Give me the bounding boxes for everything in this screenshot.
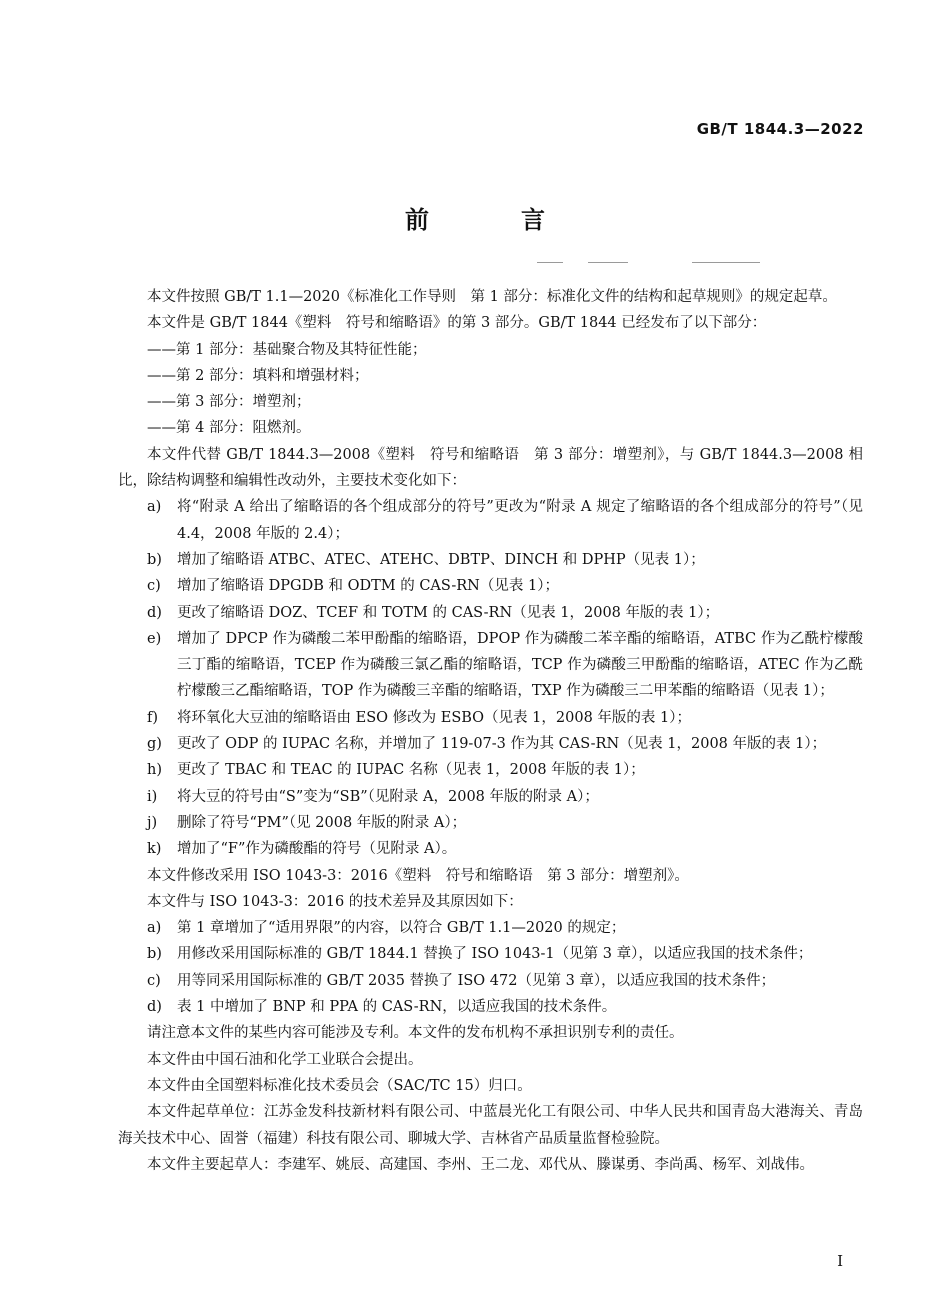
list-item-change (118, 494, 863, 547)
list-marker: f) (147, 709, 159, 726)
list-text: 将环氧化大豆油的缩略语由 ESO 修改为 ESBO（见表 1，2008 年版的表 1）； (177, 709, 691, 726)
list-text: 更改了缩略语 DOZ、TCEF 和 TOTM 的 CAS-RN（见表 1，2008 年版的表 1）； (177, 604, 720, 621)
list-marker: k) (147, 841, 162, 858)
list-item-part: ——第 2 部分：填料和增强材料； (147, 367, 369, 384)
list-text: 增加了 DPCP 作为磷酸二苯甲酚酯的缩略语，DPOP 作为磷酸二苯辛酯的缩略语，ATBC 作为乙酰柠檬酸三丁酯的缩略语，TCEP 作为磷酸三氯乙酯的缩略语，TCP 作为磷酸三甲酚酯的缩略语，ATEC 作为乙酰柠檬酸三乙酯缩略语，TOP 作为磷酸三辛酯的缩略语，TXP 作为磷酸三二甲苯酯的缩略语（见表 1）； (177, 630, 863, 700)
paragraph-differences-intro: 本文件与 ISO 1043-3：2016 的技术差异及其原因如下： (147, 893, 523, 910)
paragraph-proposer: 本文件由中国石油和化学工业联合会提出。 (147, 1051, 423, 1068)
list-item-change (118, 810, 863, 836)
list-marker: h) (147, 762, 162, 779)
list-item-change (118, 573, 863, 599)
list-marker: d) (147, 999, 162, 1016)
scan-artifact-line (537, 262, 563, 263)
paragraph-committee: 本文件由全国塑料标准化技术委员会（SAC/TC 15）归口。 (147, 1077, 532, 1094)
list-marker: a) (147, 499, 162, 516)
list-marker: a) (147, 920, 162, 937)
list-item-difference (118, 941, 863, 967)
list-marker: j) (147, 814, 158, 831)
list-text: 表 1 中增加了 BNP 和 PPA 的 CAS-RN，以适应我国的技术条件。 (177, 999, 617, 1016)
list-item-part: ——第 3 部分：增塑剂； (147, 394, 311, 411)
list-marker: b) (147, 946, 162, 963)
list-text: 将“附录 A 给出了缩略语的各个组成部分的符号”更改为“附录 A 规定了缩略语的各个组成部分的符号”（见 4.4，2008 年版的 2.4）； (177, 499, 863, 542)
scan-artifact-line (588, 262, 628, 263)
paragraph-adoption: 本文件修改采用 ISO 1043-3：2016《塑料 符号和缩略语 第 3 部分：增塑剂》。 (147, 867, 689, 884)
list-text: 用等同采用国际标准的 GB/T 2035 替换了 ISO 472（见第 3 章），以适应我国的技术条件； (177, 972, 776, 989)
list-marker: i) (147, 788, 158, 805)
list-item-part: ——第 4 部分：阻燃剂。 (147, 420, 311, 437)
list-item-difference (118, 915, 863, 941)
list-text: 第 1 章增加了“适用界限”的内容，以符合 GB/T 1.1—2020 的规定； (177, 920, 626, 937)
list-marker: c) (147, 972, 161, 989)
list-text: 更改了 ODP 的 IUPAC 名称，并增加了 119-07-3 作为其 CAS-RN（见表 1，2008 年版的表 1）； (177, 736, 827, 753)
paragraph-drafting-rules: 本文件按照 GB/T 1.1—2020《标准化工作导则 第 1 部分：标准化文件的结构和起草规则》的规定起草。 (147, 289, 837, 305)
list-text: 增加了“F”作为磷酸酯的符号（见附录 A）。 (177, 841, 457, 858)
list-item-change (118, 626, 863, 705)
list-item-change (118, 547, 863, 573)
list-item-change (118, 757, 863, 783)
list-marker: g) (147, 736, 162, 753)
list-marker: b) (147, 551, 162, 568)
document-body (118, 284, 863, 1178)
list-marker: c) (147, 578, 161, 595)
list-item-difference (118, 968, 863, 994)
list-item-change (118, 836, 863, 862)
list-marker: e) (147, 630, 162, 647)
paragraph-drafting-units: 本文件起草单位：江苏金发科技新材料有限公司、中蓝晨光化工有限公司、中华人民共和国青岛大港海关、青岛海关技术中心、固誉（福建）科技有限公司、聊城大学、吉林省产品质量监督检验院。 (118, 1104, 863, 1147)
list-text: 删除了符号“PM”（见 2008 年版的附录 A）； (177, 814, 467, 831)
list-text: 将大豆的符号由“S”变为“SB”（见附录 A，2008 年版的附录 A）； (177, 788, 599, 805)
list-text: 增加了缩略语 DPGDB 和 ODTM 的 CAS-RN（见表 1）； (177, 578, 559, 595)
paragraph-patent-notice: 请注意本文件的某些内容可能涉及专利。本文件的发布机构不承担识别专利的责任。 (147, 1025, 684, 1042)
list-item-part: ——第 1 部分：基础聚合物及其特征性能； (147, 341, 427, 358)
list-item-change (118, 731, 863, 757)
paragraph-replaces: 本文件代替 GB/T 1844.3—2008《塑料 符号和缩略语 第 3 部分：增塑剂》，与 GB/T 1844.3—2008 相比，除结构调整和编辑性改动外，主要技术变化如下： (118, 446, 863, 490)
list-text: 增加了缩略语 ATBC、ATEC、ATEHC、DBTP、DINCH 和 DPHP（见表 1）； (177, 551, 705, 568)
list-item-change (118, 600, 863, 626)
paragraph-series-intro: 本文件是 GB/T 1844《塑料 符号和缩略语》的第 3 部分。GB/T 1844 已经发布了以下部分： (147, 315, 767, 332)
list-text: 用修改采用国际标准的 GB/T 1844.1 替换了 ISO 1043-1（见第 3 章），以适应我国的技术条件； (177, 946, 813, 963)
standard-code: GB/T 1844.3—2022 (696, 120, 864, 138)
list-item-change (118, 705, 863, 731)
scan-artifact-line (692, 262, 760, 263)
list-marker: d) (147, 604, 162, 621)
list-item-change (118, 784, 863, 810)
page-title: 前 言 (405, 206, 579, 234)
list-item-difference (118, 994, 863, 1020)
paragraph-drafters: 本文件主要起草人：李建军、姚辰、高建国、李州、王二龙、邓代从、滕谋勇、李尚禹、杨军、刘战伟。 (147, 1156, 814, 1173)
page-number: I (837, 1252, 843, 1270)
list-text: 更改了 TBAC 和 TEAC 的 IUPAC 名称（见表 1，2008 年版的表 1）； (177, 762, 645, 779)
